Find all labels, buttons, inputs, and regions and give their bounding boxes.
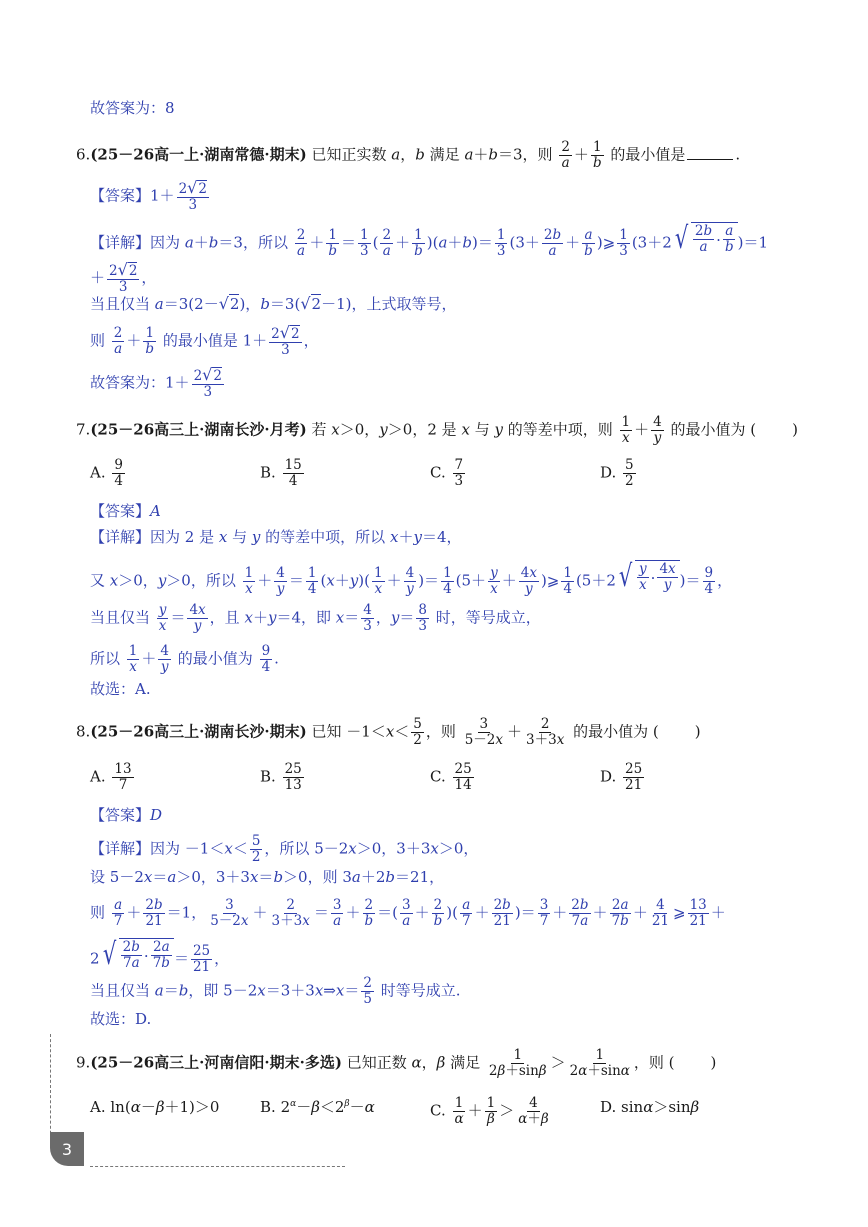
- q7-detail-line4: 所以 $\frac{1}{x}$ ＋ $\frac{4}{y}$ 的最小值为 $\frac{9}{4}$ .: [90, 643, 279, 675]
- q6-source: (25－26高一上·湖南常德·期末): [90, 145, 307, 164]
- q6-stem: 6.(25－26高一上·湖南常德·期末) 已知正实数 a，b 满足 a＋b＝3，则 $\frac{2}{a}$ ＋ $\frac{1}{b}$ 的最小值是 .: [76, 139, 741, 171]
- q6-detail-line3: 当且仅当 a＝3(2－√2)，b＝3(√2－1)，上式取等号，: [90, 294, 457, 313]
- q6-detail-line2: ＋ $\frac{2√2}{3}$ ，: [90, 260, 157, 295]
- q6-number: 6.: [76, 145, 91, 164]
- q7-answer: 【答案】A: [90, 502, 161, 520]
- q7-stem: 7.(25－26高三上·湖南长沙·月考) 若 x＞0，y＞0，2 是 x 与 y 的等差中项，则 $\frac{1}{x}$ ＋ $\frac{4}{y}$ 的最小值为 ( ): [76, 414, 799, 446]
- q8-detail-line2: 设 5－2x＝a＞0，3＋3x＝b＞0，则 3a＋2b＝21，: [90, 868, 445, 886]
- q8-detail-line4: 2 √ $\frac{2b}{7a}$ · $\frac{2a}{7b}$ ＝ $\frac{25}{21}$ ，: [90, 936, 230, 975]
- q7-option-c[interactable]: C. $\frac{7}{3}$: [430, 457, 464, 489]
- q8-answer: 【答案】D: [90, 806, 163, 824]
- q8-detail-line5: 当且仅当 a＝b，即 5－2x＝3＋3x⇒x＝ $\frac{2}{5}$ 时等号成立.: [90, 975, 461, 1007]
- q9-option-c[interactable]: C. $\frac{1}{\alpha}$ ＋ $\frac{1}{\beta}$ ＞ $\frac{4}{\alpha+\beta}$: [430, 1095, 549, 1127]
- q8-option-d[interactable]: D. $\frac{25}{21}$: [600, 761, 643, 793]
- q6-final: 故答案为：1＋ $\frac{2√2}{3}$: [90, 365, 222, 400]
- q8-detail-line1: 【详解】因为 －1＜x＜ $\frac{5}{2}$ ，所以 5－2x＞0，3＋3x＞0，: [90, 833, 479, 865]
- q9-option-d[interactable]: D. sinα＞sinβ: [600, 1098, 700, 1116]
- q7-detail-line1: 【详解】因为 2 是 x 与 y 的等差中项，所以 x＋y＝4，: [90, 528, 462, 546]
- q7-option-d[interactable]: D. $\frac{5}{2}$: [600, 457, 634, 489]
- q8-option-c[interactable]: C. $\frac{25}{14}$: [430, 761, 472, 793]
- q8-select: 故选：D.: [90, 1010, 152, 1028]
- q7-select: 故选：A.: [90, 680, 151, 698]
- q7-option-a[interactable]: A. $\frac{9}{4}$: [90, 457, 123, 489]
- q6-detail-line4: 则 $\frac{2}{a}$ ＋ $\frac{1}{b}$ 的最小值是 1＋ $\frac{2√2}{3}$ ，: [90, 323, 319, 358]
- q9-option-b[interactable]: B. $2^\alpha-\beta<2^\beta-\alpha$: [260, 1098, 375, 1116]
- q6-detail-line1: 【详解】因为 a＋b＝3，所以 $\frac{2}{a}$ ＋ $\frac{1}{b}$ ＝ $\frac{1}{3}$ ( $\frac{2}{a}$ ＋ $\frac{1}{b}$ )(a＋b)＝ $\frac{1}{3}$ (3＋ $\frac{2b}{a}$ ＋ $\frac{a}{b}$ )⩾ $\frac{1}{3}$ (3＋2 √ $\frac{2b}{a}$ · $\frac{a}{b}$ )＝1: [90, 220, 768, 259]
- q8-stem: 8.(25－26高三上·湖南长沙·期末) 已知 －1＜x＜ $\frac{5}{2}$ ，则 $\frac{3}{5-2x}$ ＋ $\frac{2}{3+3x}$ 的最小值为 ( ): [76, 716, 701, 748]
- page-number-badge: 3: [50, 1132, 84, 1166]
- q8-option-b[interactable]: B. $\frac{25}{13}$: [260, 761, 302, 793]
- q6-answer: 【答案】1＋ $\frac{2√2}{3}$: [90, 178, 207, 213]
- q8-option-a[interactable]: A. $\frac{13}{7}$: [90, 761, 132, 793]
- q9-option-a[interactable]: A. ln(α－β＋1)＞0: [90, 1098, 220, 1116]
- q7-detail-line3: 当且仅当 $\frac{y}{x}$ ＝ $\frac{4x}{y}$ ，且 x＋y＝4，即 x＝ $\frac{4}{3}$ ，y＝ $\frac{8}{3}$ 时，等号成立，: [90, 602, 541, 634]
- q7-detail-line2: 又 x＞0，y＞0，所以 $\frac{1}{x}$ ＋ $\frac{4}{y}$ ＝ $\frac{1}{4}$ (x＋y)( $\frac{1}{x}$ ＋ $\frac{4}{y}$ )＝ $\frac{1}{4}$ (5＋ $\frac{y}{x}$ ＋ $\frac{4x}{y}$ )⩾ $\frac{1}{4}$ (5＋2 √ $\frac{y}{x}$ · $\frac{4x}{y}$ )＝ $\frac{9}{4}$ ，: [90, 558, 733, 597]
- q8-detail-line3: 则 $\frac{a}{7}$ ＋ $\frac{2b}{21}$ ＝1， $\frac{3}{5-2x}$ ＋ $\frac{2}{3+3x}$ ＝ $\frac{3}{a}$ ＋ $\frac{2}{b}$ ＝( $\frac{3}{a}$ ＋ $\frac{2}{b}$ )( $\frac{a}{7}$ ＋ $\frac{2b}{21}$ )＝ $\frac{3}{7}$ ＋ $\frac{2b}{7a}$ ＋ $\frac{2a}{7b}$ ＋ $\frac{4}{21}$ ⩾ $\frac{13}{21}$ ＋: [90, 897, 726, 929]
- previous-answer: 故答案为：8: [90, 99, 175, 117]
- q9-stem: 9.(25－26高三上·河南信阳·期末·多选) 已知正数 α，β 满足 $\frac{1}{2\beta+\sin\beta}$ ＞ $\frac{1}{2\alpha+\sin\alpha}$ ，则 ( ): [76, 1047, 717, 1079]
- bottom-dashed-rule: [90, 1166, 345, 1167]
- q7-option-b[interactable]: B. $\frac{15}{4}$: [260, 457, 302, 489]
- left-dashed-rule: [50, 1034, 51, 1144]
- q6-blank: [687, 145, 733, 160]
